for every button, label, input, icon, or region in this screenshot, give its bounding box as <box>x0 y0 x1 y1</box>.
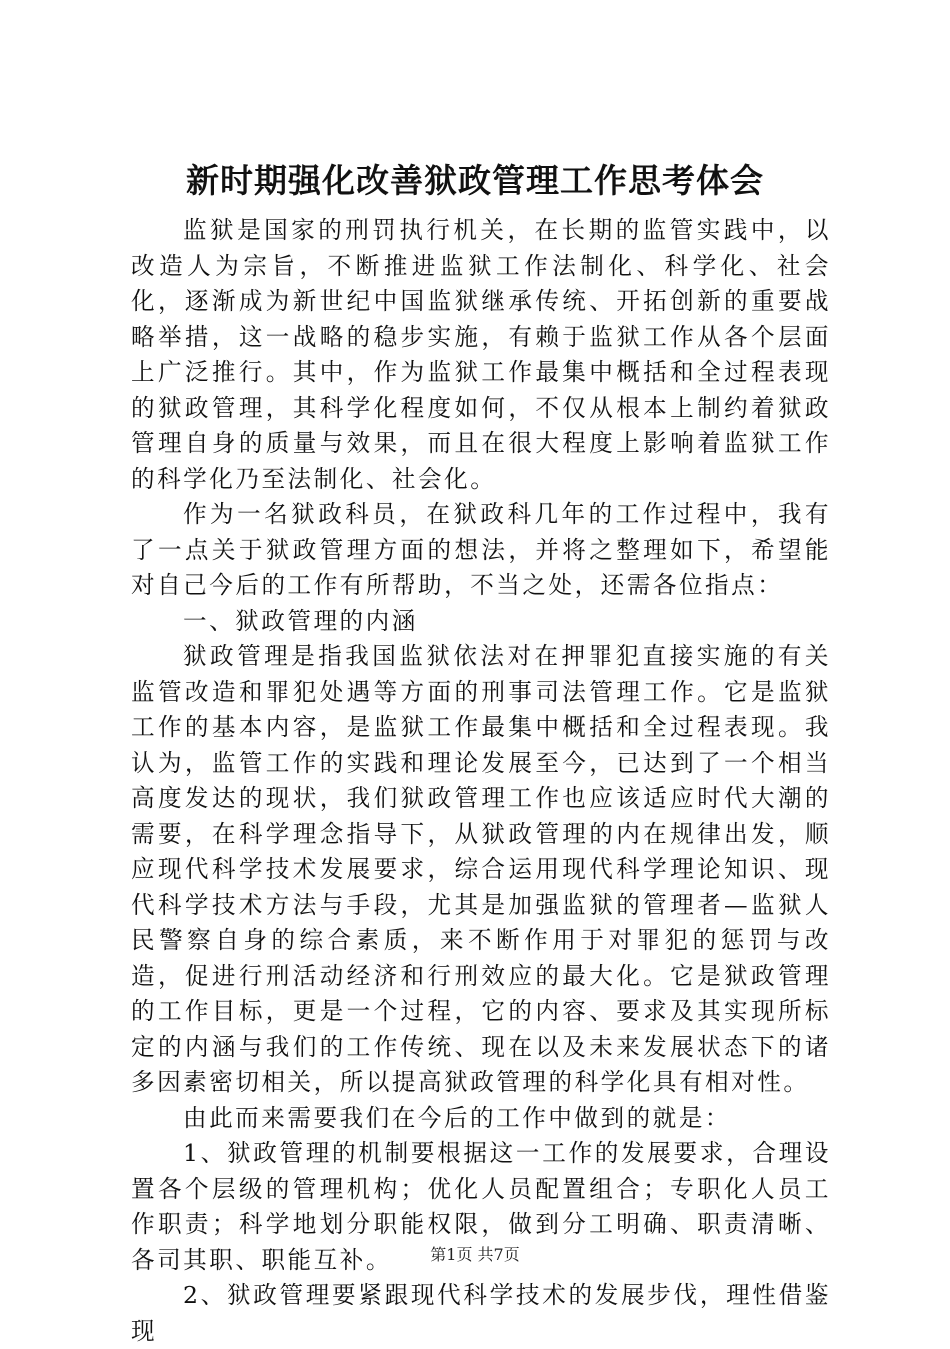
page-number-footer: 第1页 共7页 <box>430 1245 520 1264</box>
document-body <box>131 213 831 1349</box>
document-title: 新时期强化改善狱政管理工作思考体会 <box>186 161 764 200</box>
paragraph-author-note: 作为一名狱政科员，在狱政科几年的工作过程中，我有了一点关于狱政管理方面的想法，并将之整理如下，希望能对自己今后的工作有所帮助，不当之处，还需各位指点： <box>131 500 831 599</box>
list-item-2: 2、狱政管理要紧跟现代科学技术的发展步伐，理性借鉴现 <box>131 1281 831 1345</box>
section-heading-1: 一、狱政管理的内涵 <box>183 606 418 635</box>
paragraph-intro: 监狱是国家的刑罚执行机关，在长期的监管实践中，以改造人为宗旨，不断推进监狱工作法制化、科学化、社会化，逐渐成为新世纪中国监狱继承传统、开拓创新的重要战略举措，这一战略的稳步实施，有赖于监狱工作从各个层面上广泛推行。其中，作为监狱工作最集中概括和全过程表现的狱政管理，其科学化程度如何，不仅从根本上制约着狱政管理自身的质量与效果，而且在很大程度上影响着监狱工作的科学化乃至法制化、社会化。 <box>131 216 831 493</box>
paragraph-definition: 狱政管理是指我国监狱依法对在押罪犯直接实施的有关监管改造和罪犯处遇等方面的刑事司法管理工作。它是监狱工作的基本内容，是监狱工作最集中概括和全过程表现。我认为，监管工作的实践和理论发展至今，已达到了一个相当高度发达的现状，我们狱政管理工作也应该适应时代大潮的需要，在科学理念指导下，从狱政管理的内在规律出发，顺应现代科学技术发展要求，综合运用现代科学理论知识、现代科学技术方法与手段，尤其是加强监狱的管理者—监狱人民警察自身的综合素质，来不断作用于对罪犯的惩罚与改造，促进行刑活动经济和行刑效应的最大化。它是狱政管理的工作目标，更是一个过程，它的内容、要求及其实现所标定的内涵与我们的工作传统、现在以及未来发展状态下的诸多因素密切相关，所以提高狱政管理的科学化具有相对性。 <box>131 642 831 1096</box>
list-item-1: 1、狱政管理的机制要根据这一工作的发展要求，合理设置各个层级的管理机构；优化人员配置组合；专职化人员工作职责；科学地划分职能权限，做到分工明确、职责清晰、各司其职、职能互补。 <box>131 1139 831 1274</box>
paragraph-transition: 由此而来需要我们在今后的工作中做到的就是： <box>183 1103 731 1132</box>
